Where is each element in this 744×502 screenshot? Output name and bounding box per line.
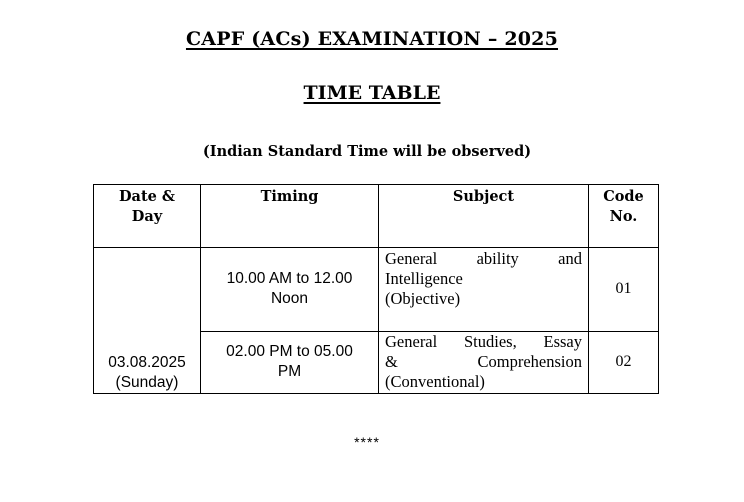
subject-line1: General ability and [385,249,582,268]
table-row [94,248,659,332]
timing-line1: 02.00 PM to 05.00 [226,343,353,361]
header-date-line1: Date & [118,188,176,205]
header-date-line2: Day [131,208,163,225]
exam-day: (Sunday) [115,374,179,391]
header-date-day [94,185,201,248]
header-code [589,185,659,248]
subject-line2: Intelligence [385,269,463,288]
header-subject [379,185,589,248]
exam-date: 03.08.2025 [108,354,186,371]
timetable [93,184,659,394]
header-code-line2: No. [609,208,638,225]
header-timing [201,185,379,248]
code-cell: 01 [589,248,659,332]
timing-line1: 10.00 AM to 12.00 [226,270,353,288]
subject-line3: (Objective) [385,289,461,308]
ist-note: (Indian Standard Time will be observed) [202,143,532,160]
header-timing-label: Timing [260,188,319,205]
header-subject-label: Subject [452,188,515,205]
timing-line2: Noon [270,290,309,308]
subject-line1: General Studies, Essay [385,331,582,351]
timing-line2: PM [277,363,302,381]
exam-title: CAPF (ACs) EXAMINATION – 2025 [185,28,559,50]
timing-cell [201,331,379,393]
timing-cell [201,248,379,332]
subject-line3: (Conventional) [385,371,485,391]
subject-line2: & Comprehension [385,351,582,371]
timetable-title: TIME TABLE [303,82,441,104]
header-row [94,185,659,248]
date-day-cell [94,248,201,394]
subject-cell [379,331,589,393]
end-mark: **** [354,434,380,450]
subject-cell [379,248,589,332]
code-cell: 02 [589,331,659,393]
header-code-line1: Code [603,188,644,205]
